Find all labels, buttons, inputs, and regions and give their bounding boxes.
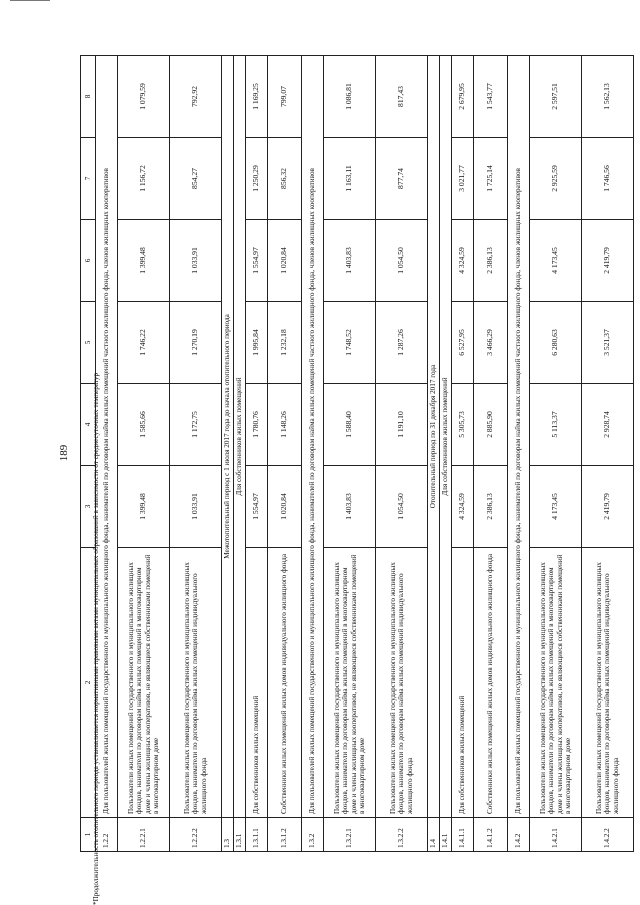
row-code: 1.4.2.2 [582,818,634,852]
value-cell: 1 079,59 [118,56,170,138]
row-description: Собственники жилых помещений жилых домов индивидуального жилищного фонда [474,548,508,818]
row-description: Для собственников жилых помещений [452,548,474,818]
table-row [452,56,474,852]
value-cell: 1 746,56 [582,138,634,220]
row-code: 1.4 [428,818,440,852]
section-title: Для пользователей жилых помещений государственного и муниципального жилищного фонда, нанимателей по договорам найма жилых помещений частного жилищного фонда, членов жилищных кооперативов [96,56,118,818]
value-cell: 1 033,91 [170,466,222,548]
row-code: 1.4.1.2 [474,818,508,852]
section-title: Для пользователей жилых помещений государственного и муниципального жилищного фонда, нанимателей по договорам найма жилых помещений частного жилищного фонда, членов жилищных кооперативов [508,56,530,818]
value-cell: 1 232,18 [268,302,302,384]
value-cell: 1 748,52 [324,302,376,384]
section-row [222,56,234,852]
value-cell: 1 163,11 [324,138,376,220]
row-code: 1.3 [222,818,234,852]
value-cell: 6 280,63 [530,302,582,384]
row-code: 1.2.2.2 [170,818,222,852]
value-cell: 1 054,50 [376,220,428,302]
row-description: Пользователи жилых помещений государственного и муниципального жилищных фондов, наниматели по договорам найма жилых помещений индивидуального жилищного фонда [582,548,634,818]
value-cell: 1 169,25 [246,56,268,138]
header-cell: 6 [81,220,96,302]
value-cell: 3 466,29 [474,302,508,384]
section-row [440,56,452,852]
row-code: 1.3.1.1 [246,818,268,852]
section-row [302,56,324,852]
value-cell: 4 173,45 [530,220,582,302]
value-cell: 854,27 [170,138,222,220]
row-description: Собственники жилых помещений жилых домов индивидуального жилищного фонда [268,548,302,818]
scan-edge-mark [10,0,50,4]
value-cell: 1 020,84 [268,466,302,548]
value-cell: 1 399,48 [118,466,170,548]
value-cell: 1 172,75 [170,384,222,466]
section-row [234,56,246,852]
row-description: Пользователи жилых помещений государственного и муниципального жилищных фондов, наниматели по договорам найма жилых помещений в многоквартирном доме и члены жилищных кооперативов, не являющиеся собственниками помещений в многоквартирном доме [118,548,170,818]
value-cell: 1 020,84 [268,220,302,302]
value-cell: 2 386,13 [474,466,508,548]
value-cell: 3 521,37 [582,302,634,384]
header-cell: 5 [81,302,96,384]
table-row [170,56,222,852]
row-code: 1.4.1 [440,818,452,852]
value-cell: 4 173,45 [530,466,582,548]
value-cell: 1 554,97 [246,466,268,548]
rotated-table-container [80,56,620,852]
value-cell: 2 386,13 [474,220,508,302]
value-cell: 6 527,95 [452,302,474,384]
row-code: 1.4.1.1 [452,818,474,852]
row-description: Пользователи жилых помещений государственного и муниципального жилищных фондов, наниматели по договорам найма жилых помещений в многоквартирном доме и члены жилищных кооперативов, не являющиеся собственниками помещений в многоквартирном доме [324,548,376,818]
section-row [508,56,530,852]
value-cell: 1 250,29 [246,138,268,220]
value-cell: 1 403,83 [324,466,376,548]
page-number: 189 [58,444,70,462]
row-description: Пользователи жилых помещений государственного и муниципального жилищных фондов, наниматели по договорам найма жилых помещений индивидуального жилищного фонда [376,548,428,818]
header-cell: 4 [81,384,96,466]
value-cell: 2 928,74 [582,384,634,466]
value-cell: 792,92 [170,56,222,138]
value-cell: 2 679,95 [452,56,474,138]
table-body [96,56,634,852]
footnote: *Продолжительность отопительного периода устанавливается нормативными правовыми актами муниципальных образований в зависимости от среднесуточных температур [92,372,100,905]
value-cell: 1 780,76 [246,384,268,466]
value-cell: 1 543,77 [474,56,508,138]
value-cell: 1 270,19 [170,302,222,384]
table-row [118,56,170,852]
value-cell: 1 403,83 [324,220,376,302]
row-code: 1.3.2.2 [376,818,428,852]
section-title: Отопительный период по 31 декабря 2017 года [428,56,440,818]
value-cell: 5 113,37 [530,384,582,466]
table-row [324,56,376,852]
value-cell: 2 419,79 [582,466,634,548]
section-title: Для собственников жилых помещений [234,56,246,818]
row-description: Пользователи жилых помещений государственного и муниципального жилищных фондов, наниматели по договорам найма жилых помещений в многоквартирном доме и члены жилищных кооперативов, не являющиеся собственниками помещений в многоквартирном доме [530,548,582,818]
row-description: Пользователи жилых помещений государственного и муниципального жилищных фондов, наниматели по договорам найма жилых помещений индивидуального жилищного фонда [170,548,222,818]
section-row [428,56,440,852]
table-row [376,56,428,852]
row-code: 1.3.1 [234,818,246,852]
section-title: Для собственников жилых помещений [440,56,452,818]
value-cell: 1 588,40 [324,384,376,466]
value-cell: 1 156,72 [118,138,170,220]
value-cell: 2 925,59 [530,138,582,220]
value-cell: 877,74 [376,138,428,220]
header-cell: 3 [81,466,96,548]
row-code: 1.2.2 [96,818,118,852]
table-row [246,56,268,852]
row-code: 1.3.2 [302,818,324,852]
table-row [268,56,302,852]
value-cell: 1 725,14 [474,138,508,220]
row-code: 1.3.2.1 [324,818,376,852]
value-cell: 4 324,59 [452,220,474,302]
tariff-table [80,55,634,852]
value-cell: 1 086,81 [324,56,376,138]
value-cell: 1 562,13 [582,56,634,138]
value-cell: 1 746,22 [118,302,170,384]
value-cell: 3 021,77 [452,138,474,220]
value-cell: 856,32 [268,138,302,220]
header-cell: 2 [81,548,96,818]
value-cell: 1 191,10 [376,384,428,466]
row-code: 1.3.1.2 [268,818,302,852]
table-row [582,56,634,852]
value-cell: 1 554,97 [246,220,268,302]
value-cell: 5 305,73 [452,384,474,466]
row-code: 1.2.2.1 [118,818,170,852]
value-cell: 1 399,48 [118,220,170,302]
value-cell: 1 033,91 [170,220,222,302]
value-cell: 817,43 [376,56,428,138]
row-description: Для собственников жилых помещений [246,548,268,818]
value-cell: 799,07 [268,56,302,138]
row-code: 1.4.2.1 [530,818,582,852]
table-row [530,56,582,852]
value-cell: 1 995,84 [246,302,268,384]
row-code: 1.4.2 [508,818,530,852]
value-cell: 1 054,50 [376,466,428,548]
value-cell: 4 324,59 [452,466,474,548]
value-cell: 1 585,66 [118,384,170,466]
section-title: Для пользователей жилых помещений государственного и муниципального жилищного фонда, нанимателей по договорам найма жилых помещений частного жилищного фонда, членов жилищных кооперативов [302,56,324,818]
table-row [474,56,508,852]
section-title: Межотопительный период с 1 июля 2017 года до начала отопительного периода [222,56,234,818]
value-cell: 2 597,51 [530,56,582,138]
value-cell: 2 419,79 [582,220,634,302]
value-cell: 1 287,26 [376,302,428,384]
header-cell: 7 [81,138,96,220]
value-cell: 1 148,26 [268,384,302,466]
header-cell: 1 [81,818,96,852]
header-cell: 8 [81,56,96,138]
value-cell: 2 885,90 [474,384,508,466]
